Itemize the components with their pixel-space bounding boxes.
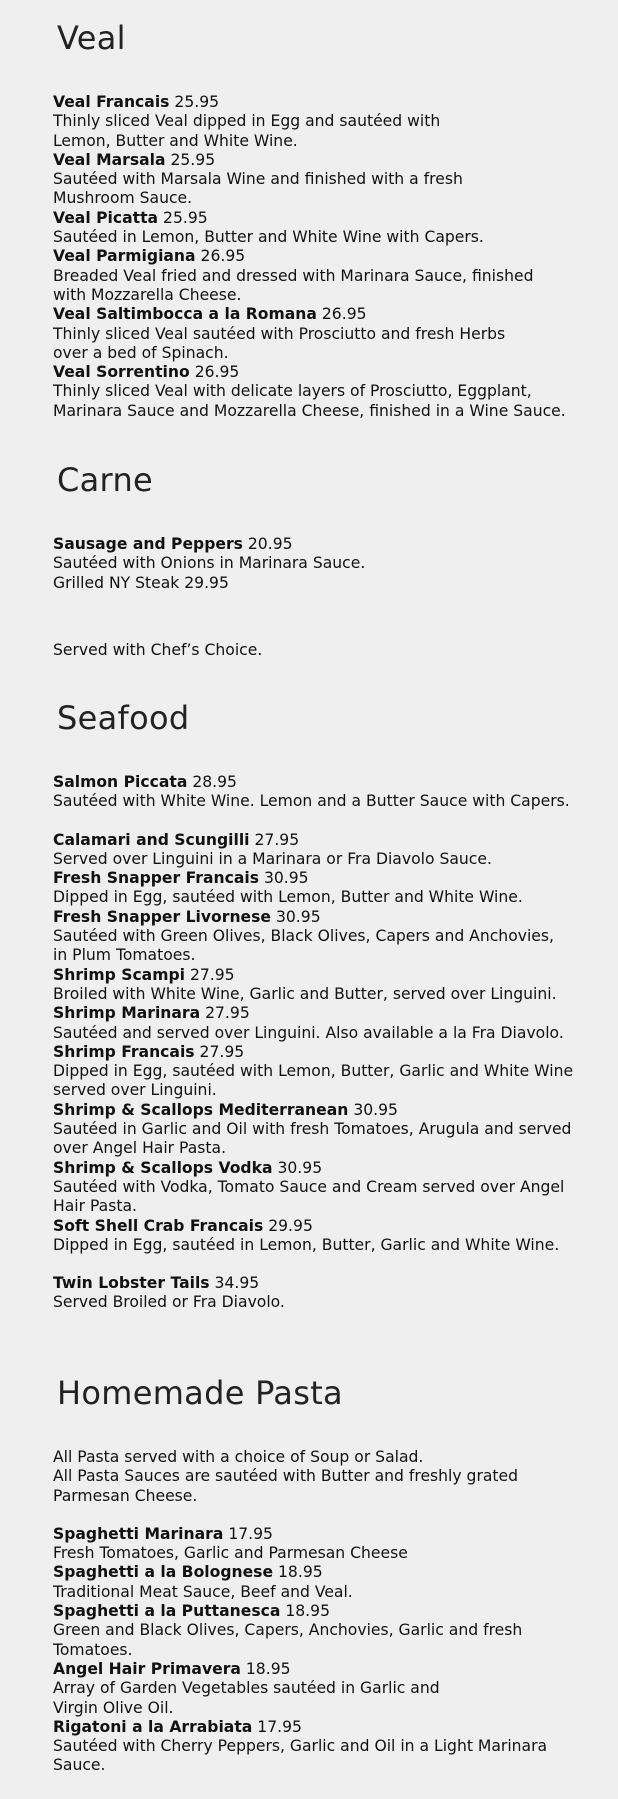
menu-text-line: All Pasta Sauces are sautéed with Butter and freshly grated (53, 1467, 519, 1486)
menu-item-header (53, 1525, 601, 1544)
menu-item-description: Sautéed with Cherry Peppers, Garlic and Oil in a Light Marinara (53, 1737, 548, 1756)
menu-item-description: Traditional Meat Sauce, Beef and Veal. (53, 1582, 353, 1601)
section-veal (0, 18, 618, 421)
menu-item-description: in Plum Tomatoes. (53, 946, 196, 965)
menu-item-header (53, 1602, 601, 1621)
menu-item-name: Fresh Snapper Francais (53, 869, 259, 888)
menu-item-description: Broiled with White Wine, Garlic and Butter, served over Linguini. (53, 984, 557, 1003)
menu-item-price: 25.95 (170, 150, 216, 169)
menu-item-header (53, 305, 601, 324)
menu-item-price: 20.95 (247, 535, 293, 553)
menu-item-price: 34.95 (214, 1274, 260, 1293)
menu-item-header (53, 209, 601, 228)
menu-block (53, 1525, 601, 1776)
menu-item-description: over a bed of Spinach. (53, 343, 229, 362)
menu-item-description: Sautéed in Lemon, Butter and White Wine with Capers. (53, 228, 484, 247)
menu-item-description: over Angel Hair Pasta. (53, 1139, 227, 1158)
menu-item-price: 30.95 (275, 907, 321, 926)
menu-item-price: 29.95 (268, 1216, 313, 1235)
menu-item-description: Green and Black Olives, Capers, Anchovies, Garlic and fresh (53, 1621, 523, 1640)
menu-item (53, 831, 601, 870)
menu-item-header (53, 1101, 601, 1120)
section-items (53, 93, 601, 421)
menu-item-description: Sautéed with Green Olives, Black Olives, Capers and Anchovies, (53, 927, 554, 946)
menu-block (53, 773, 601, 812)
menu-item (53, 535, 601, 574)
menu-text-line: All Pasta served with a choice of Soup or Salad. (53, 1448, 424, 1466)
menu-item (53, 869, 601, 908)
menu-item (53, 1563, 601, 1602)
menu-item-description: Sautéed with White Wine. Lemon and a Butter Sauce with Capers. (53, 792, 570, 811)
menu-item-header (53, 363, 601, 382)
menu-item-header (53, 93, 601, 112)
menu-item-description: Thinly sliced Veal with delicate layers of Prosciutto, Eggplant, (53, 382, 532, 401)
menu-item-name: Veal Marsala (53, 150, 166, 169)
menu-item-header (53, 1274, 601, 1293)
menu-item (53, 1043, 601, 1101)
menu-item-header (53, 1004, 601, 1023)
menu-item (53, 1525, 601, 1564)
menu-item-price: 18.95 (245, 1659, 291, 1678)
menu-block (53, 831, 601, 1256)
menu-item-name: Fresh Snapper Livornese (53, 907, 271, 926)
section-items (53, 535, 601, 660)
menu-item-name: Veal Parmigiana (53, 247, 196, 266)
menu-item (53, 247, 601, 305)
menu-item-name: Shrimp Marinara (53, 1004, 201, 1023)
menu-item-description: Sautéed with Onions in Marinara Sauce. (53, 554, 366, 573)
section-carne (0, 460, 618, 660)
menu-item (53, 209, 601, 248)
menu-item-header (53, 151, 601, 170)
menu-item (53, 1217, 601, 1256)
menu-item-header (53, 1217, 601, 1236)
menu-item-description: Breaded Veal fried and dressed with Marinara Sauce, finished (53, 266, 534, 285)
menu-item-header (53, 831, 601, 850)
menu-item-name: Shrimp Scampi (53, 965, 185, 984)
menu-item (53, 1004, 601, 1043)
menu-block (53, 1274, 601, 1313)
menu-item (53, 1101, 601, 1159)
menu-item-description: Sautéed with Vodka, Tomato Sauce and Cream served over Angel (53, 1177, 565, 1196)
menu-item-name: Veal Saltimbocca a la Romana (53, 305, 317, 324)
menu-text-line: Parmesan Cheese. (53, 1486, 198, 1505)
menu-item-price: 26.95 (321, 305, 367, 324)
menu-item-description: Thinly sliced Veal sautéed with Prosciutto and fresh Herbs (53, 324, 506, 343)
menu-item-description: Sautéed in Garlic and Oil with fresh Tomatoes, Arugula and served (53, 1120, 572, 1139)
menu-item (53, 1159, 601, 1217)
menu-item-description: Sautéed and served over Linguini. Also available a la Fra Diavolo. (53, 1023, 564, 1042)
menu-item-price: 30.95 (263, 869, 309, 888)
menu-item-description: Fresh Tomatoes, Garlic and Parmesan Cheese (53, 1544, 408, 1563)
menu-item-description: Thinly sliced Veal dipped in Egg and sautéed with (53, 112, 441, 131)
menu-item-name: Shrimp Francais (53, 1042, 195, 1061)
menu-item-header (53, 869, 601, 888)
section-items (53, 773, 601, 1313)
menu-item-price: 27.95 (205, 1004, 250, 1023)
menu-item-name: Spaghetti a la Bolognese (53, 1563, 274, 1582)
menu-item-name: Veal Francais (53, 93, 170, 111)
menu-item (53, 908, 601, 966)
menu-item-price: 18.95 (285, 1602, 330, 1621)
menu-item-header (53, 1660, 601, 1679)
menu-item-header (53, 1043, 601, 1062)
menu-item-name: Twin Lobster Tails (53, 1274, 210, 1293)
menu-item-price: 18.95 (278, 1563, 323, 1582)
menu-item (53, 305, 601, 363)
menu-block (53, 641, 601, 660)
section-items (53, 1448, 601, 1776)
menu-item-description: Mushroom Sauce. (53, 189, 193, 208)
menu-item-header (53, 1563, 601, 1582)
section-title: Seafood (57, 699, 190, 737)
menu-block (53, 93, 601, 421)
menu-item-name: Sausage and Peppers (53, 535, 243, 553)
menu-item (53, 966, 601, 1005)
menu-item-price: 25.95 (174, 93, 220, 111)
menu-item-price: 27.95 (199, 1042, 245, 1061)
menu-item-price: 30.95 (277, 1158, 323, 1177)
menu-item-header (53, 535, 601, 554)
menu-text-line: Served with Chef’s Choice. (53, 640, 263, 659)
menu-item-name: Veal Sorrentino (53, 363, 190, 382)
menu-item-description: Dipped in Egg, sautéed with Lemon, Butter, Garlic and White Wine (53, 1062, 574, 1081)
menu-item-name: Shrimp & Scallops Vodka (53, 1158, 273, 1177)
menu-item (53, 1718, 601, 1776)
menu-item-description: Hair Pasta. (53, 1197, 137, 1216)
menu-block (53, 535, 601, 593)
menu-item-name: Salmon Piccata (53, 773, 188, 791)
menu-item-description: Sautéed with Marsala Wine and finished with a fresh (53, 170, 463, 189)
menu-item-description: Dipped in Egg, sautéed with Lemon, Butter and White Wine. (53, 888, 523, 907)
menu-item-description: Dipped in Egg, sautéed in Lemon, Butter, Garlic and White Wine. (53, 1235, 560, 1254)
menu-item-name: Veal Picatta (53, 208, 159, 227)
menu-item-description: Array of Garden Vegetables sautéed in Garlic and (53, 1679, 440, 1698)
menu-item-header (53, 1718, 601, 1737)
menu-item-price: 30.95 (353, 1100, 398, 1119)
section-title: Homemade Pasta (57, 1374, 343, 1412)
menu-item-description: Served Broiled or Fra Diavolo. (53, 1293, 285, 1312)
menu-item-header (53, 908, 601, 927)
menu-item (53, 1660, 601, 1718)
menu-item-description: Lemon, Butter and White Wine. (53, 131, 298, 150)
menu-item (53, 773, 601, 812)
menu-item (53, 363, 601, 421)
menu-item-description: Virgin Olive Oil. (53, 1698, 174, 1717)
menu-item-name: Shrimp & Scallops Mediterranean (53, 1100, 349, 1119)
menu-item-header (53, 966, 601, 985)
section-title: Veal (57, 19, 126, 57)
menu-item-description: Marinara Sauce and Mozzarella Cheese, finished in a Wine Sauce. (53, 401, 566, 420)
menu-text-line: Grilled NY Steak 29.95 (53, 573, 229, 592)
menu-item-header (53, 247, 601, 266)
menu-item-description: with Mozzarella Cheese. (53, 285, 242, 304)
menu-item-name: Spaghetti Marinara (53, 1524, 224, 1543)
menu-item-price: 26.95 (200, 247, 246, 266)
menu-item-name: Soft Shell Crab Francais (53, 1216, 264, 1235)
section-title: Carne (57, 461, 154, 499)
menu-item-name: Spaghetti a la Puttanesca (53, 1602, 281, 1621)
menu-item-price: 17.95 (228, 1524, 273, 1543)
menu-item (53, 1274, 601, 1313)
menu-item-description: Served over Linguini in a Marinara or Fra Diavolo Sauce. (53, 849, 492, 868)
menu-item-price: 27.95 (189, 965, 235, 984)
menu-item-name: Calamari and Scungilli (53, 830, 250, 849)
menu-item-price: 27.95 (254, 830, 300, 849)
menu-item-price: 17.95 (257, 1717, 302, 1736)
menu-item-description: served over Linguini. (53, 1081, 217, 1100)
menu-item-name: Rigatoni a la Arrabiata (53, 1717, 253, 1736)
menu-item-price: 26.95 (194, 363, 240, 382)
section-seafood (0, 698, 618, 1313)
menu-item-header (53, 773, 601, 792)
menu-item (53, 93, 601, 151)
section-homemade-pasta (0, 1373, 618, 1776)
menu-block (53, 1448, 601, 1506)
menu-item-header (53, 1159, 601, 1178)
menu-item-description: Tomatoes. (53, 1640, 133, 1659)
menu-item-price: 28.95 (192, 773, 237, 791)
menu-item-description: Sauce. (53, 1756, 106, 1775)
menu-item-name: Angel Hair Primavera (53, 1659, 241, 1678)
menu-item-price: 25.95 (163, 208, 208, 227)
menu-item (53, 1602, 601, 1660)
menu-item (53, 151, 601, 209)
